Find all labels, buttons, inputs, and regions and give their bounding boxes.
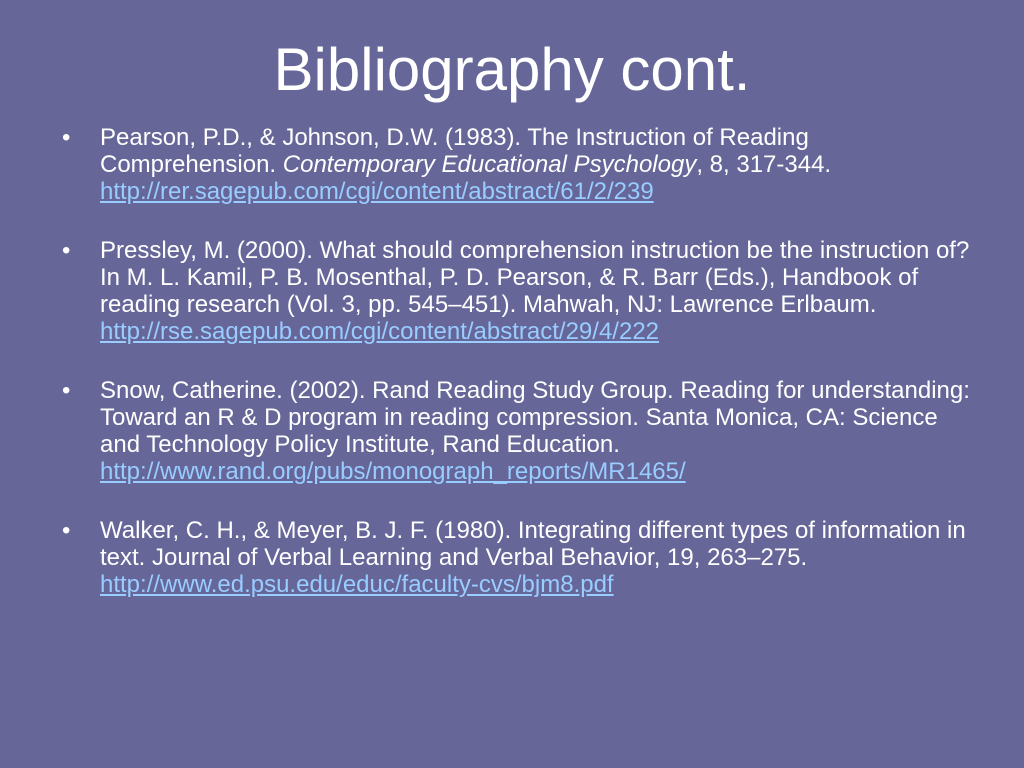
bullet: • — [62, 237, 71, 264]
reference-link[interactable]: http://www.rand.org/pubs/monograph_reports/MR1465/ — [100, 458, 686, 485]
citation-text: Snow, Catherine. (2002). Rand Reading Study Group. Reading for understanding: Toward an R & D program in reading compression. Santa Monica, CA: Science and Technology Policy Institute, Rand Education. — [100, 377, 970, 458]
bibliography-entry-pearson — [62, 124, 972, 205]
reference-link[interactable]: http://rer.sagepub.com/cgi/content/abstract/61/2/239 — [100, 178, 654, 205]
journal-title: Contemporary Educational Psychology — [282, 151, 697, 178]
bibliography-entry-walker — [62, 517, 972, 598]
slide-title: Bibliography cont. — [273, 36, 751, 103]
bullet: • — [62, 124, 71, 151]
reference-link[interactable]: http://rse.sagepub.com/cgi/content/abstract/29/4/222 — [100, 318, 660, 345]
citation-text: Walker, C. H., & Meyer, B. J. F. (1980). Integrating different types of information in text. Journal of Verbal Learning and Verbal Behavior, 19, 263–275. — [100, 517, 966, 571]
bibliography-entry-pressley — [62, 237, 972, 345]
bullet: • — [62, 517, 71, 544]
citation-text: Pressley, M. (2000). What should comprehension instruction be the instruction of? In M. L. Kamil, P. B. Mosenthal, P. D. Pearson, & R. Barr (Eds.), Handbook of reading research (Vol. 3, pp. 545–451). Mahwah, NJ: Lawrence Erlbaum. — [100, 237, 970, 318]
citation-text: , 8, 317-344. — [696, 151, 832, 178]
bullet: • — [62, 377, 71, 404]
bibliography-list — [62, 124, 972, 630]
bibliography-entry-snow — [62, 377, 972, 485]
citation-text: Pearson, P.D., & Johnson, D.W. (1983). The Instruction of Reading Comprehension. — [100, 124, 809, 178]
reference-link[interactable]: http://www.ed.psu.edu/educ/faculty-cvs/bjm8.pdf — [100, 571, 614, 598]
